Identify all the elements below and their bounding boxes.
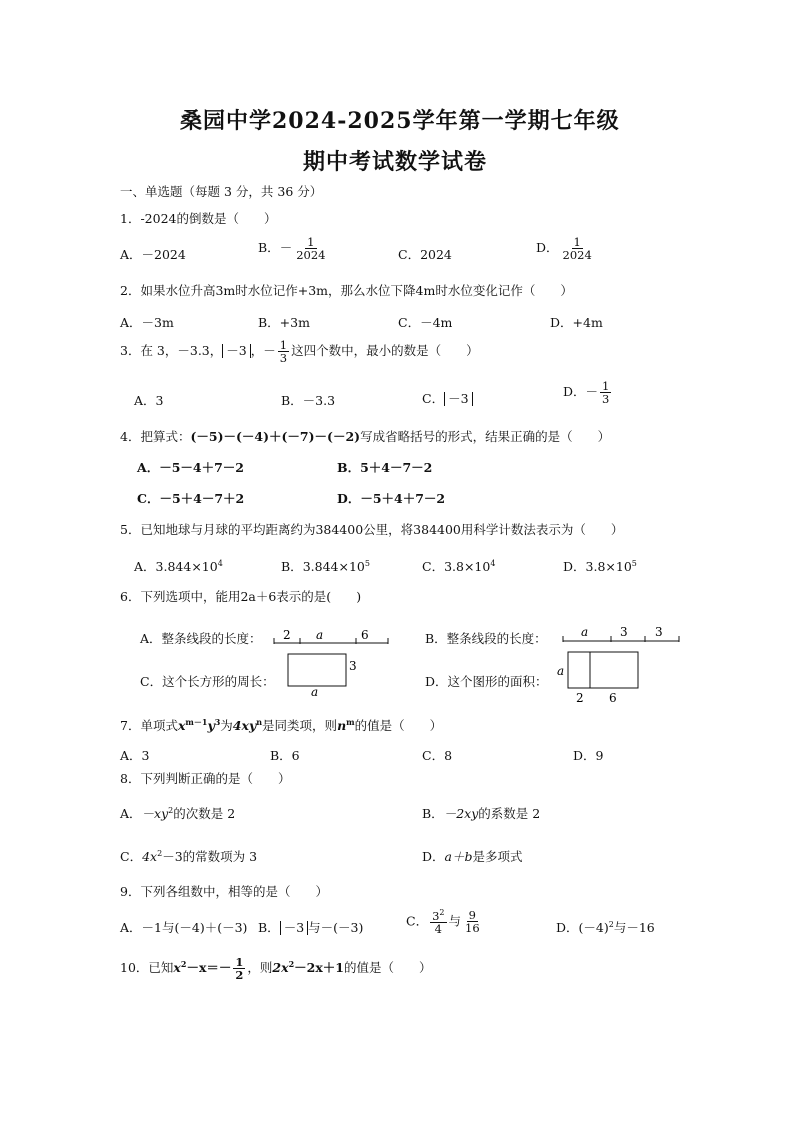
exam-title-line2: 期中考试数学试卷 bbox=[303, 149, 488, 175]
q7-option-a: A．3 bbox=[120, 748, 150, 763]
q9-option-c: C． $\frac{3^2}{4}$ 与 $\frac{9}{16}$ bbox=[406, 908, 480, 936]
q6-a-seg-2: a bbox=[316, 628, 324, 642]
q6-stem: 6．下列选项中，能用2a＋6表示的是( ) bbox=[120, 589, 362, 604]
q7-option-d: D．9 bbox=[573, 748, 604, 763]
q4-option-c: C．－5＋4－7＋2 bbox=[137, 491, 245, 506]
q10-stem: 10．已知$x^2-x=-$ $\frac{1}{2}$ ，则$2x^2-2x+1$的值是（ ） bbox=[120, 955, 432, 983]
q9-option-a: A．－1与(－4)＋(－3) bbox=[120, 920, 248, 935]
q2-option-d: D．+4m bbox=[550, 315, 603, 330]
q5-option-c: C．$3.8\times 10^4$ bbox=[422, 558, 496, 574]
q1-option-d: D． $\frac{1}{2024}$ bbox=[536, 235, 592, 263]
q6-option-c-rectangle bbox=[286, 652, 358, 698]
q6-option-a-text: A．整条线段的长度： bbox=[140, 631, 262, 646]
q9-option-b: B． －3 与－(－3) bbox=[258, 920, 364, 935]
q6-option-b-segment bbox=[561, 622, 683, 644]
q3-option-d: D．－ $\frac{1}{3}$ bbox=[563, 379, 610, 407]
q5-option-b: B．$3.844\times 10^5$ bbox=[281, 558, 370, 574]
q3-option-b: B．－3.3 bbox=[281, 393, 336, 408]
q3-option-a: A．3 bbox=[134, 393, 164, 408]
q2-option-a: A．－3m bbox=[120, 315, 174, 330]
q6-d-bottom-label-2: 6 bbox=[609, 691, 617, 705]
q7-stem: 7．单项式$x^{m-1}y^3$为$4xy^n$是同类项，则$n^m$的值是（ ） bbox=[120, 716, 443, 733]
q6-option-d-figure bbox=[556, 650, 642, 706]
q3-fraction: $\frac{1}{3}$ bbox=[279, 338, 288, 366]
q7-option-c: C．8 bbox=[422, 748, 453, 763]
q3-option-c: C． －3 bbox=[422, 389, 473, 407]
q4-option-a: A．－5－4＋7－2 bbox=[137, 460, 244, 475]
q6-a-seg-3: 6 bbox=[361, 628, 369, 642]
q6-c-side-label: 3 bbox=[349, 659, 357, 673]
section-heading: 一、单选题（每题 3 分，共 36 分） bbox=[120, 184, 323, 199]
q4-option-b: B．5＋4－7－2 bbox=[337, 460, 433, 475]
q6-b-seg-1: a bbox=[581, 625, 589, 639]
q5-stem: 5．已知地球与月球的平均距离约为384400公里，将384400用科学计数法表示为（ ） bbox=[120, 522, 624, 537]
q8-stem: 8．下列判断正确的是（ ） bbox=[120, 771, 291, 786]
q6-option-c-text: C．这个长方形的周长： bbox=[140, 674, 275, 689]
q1-option-c: C．2024 bbox=[398, 247, 452, 262]
q8-option-b: B．－2xy的系数是 2 bbox=[422, 806, 541, 821]
q7-option-b: B．6 bbox=[270, 748, 300, 763]
q2-option-c: C．－4m bbox=[398, 315, 453, 330]
q2-stem: 2．如果水位升高3m时水位记作+3m，那么水位下降4m时水位变化记作（ ） bbox=[120, 283, 573, 298]
q3-abs-value: －3 bbox=[222, 344, 250, 358]
q8-option-a: A．$-xy^2$的次数是 2 bbox=[120, 805, 236, 821]
q6-d-bottom-label-1: 2 bbox=[576, 691, 584, 705]
q6-b-seg-2: 3 bbox=[620, 625, 628, 639]
q8-option-c: C．$4x^2-3$的常数项为 3 bbox=[120, 848, 258, 864]
q5-option-a: A．$3.844\times 10^4$ bbox=[134, 558, 223, 574]
q6-c-bottom-label: a bbox=[311, 685, 319, 698]
q6-a-seg-1: 2 bbox=[283, 628, 291, 642]
q3-stem: 3．在 3，－3.3， －3 ，－ $\frac{1}{3}$ 这四个数中，最小的数是（ ） bbox=[120, 338, 479, 366]
q8-option-d: D．a＋b是多项式 bbox=[422, 849, 523, 864]
q1-option-a: A．－2024 bbox=[120, 247, 186, 262]
q6-d-left-label: a bbox=[557, 664, 565, 678]
q5-option-d: D．$3.8\times 10^5$ bbox=[563, 558, 637, 574]
q1-d-fraction: $\frac{1}{2024}$ bbox=[562, 235, 592, 263]
q9-option-d: D．$(-4)^2$与－16 bbox=[556, 919, 655, 935]
q4-option-d: D．－5＋4＋7－2 bbox=[337, 491, 446, 506]
q6-b-seg-3: 3 bbox=[655, 625, 663, 639]
q6-option-d-text: D．这个图形的面积： bbox=[425, 674, 548, 689]
q1-stem: 1．-2024的倒数是（ ） bbox=[120, 211, 277, 226]
exam-title-line1: 桑园中学2024-2025学年第一学期七年级 bbox=[180, 108, 620, 134]
q1-b-fraction: $\frac{1}{2024}$ bbox=[296, 235, 326, 263]
q6-option-a-segment bbox=[272, 624, 392, 646]
q2-option-b: B．+3m bbox=[258, 315, 310, 330]
q9-stem: 9．下列各组数中，相等的是（ ） bbox=[120, 884, 328, 899]
q4-stem: 4．把算式：(－5)－(－4)＋(－7)－(－2)写成省略括号的形式，结果正确的是（ ） bbox=[120, 429, 611, 444]
q1-option-b: B．－ $\frac{1}{2024}$ bbox=[258, 235, 326, 263]
q6-option-b-text: B．整条线段的长度： bbox=[425, 631, 547, 646]
